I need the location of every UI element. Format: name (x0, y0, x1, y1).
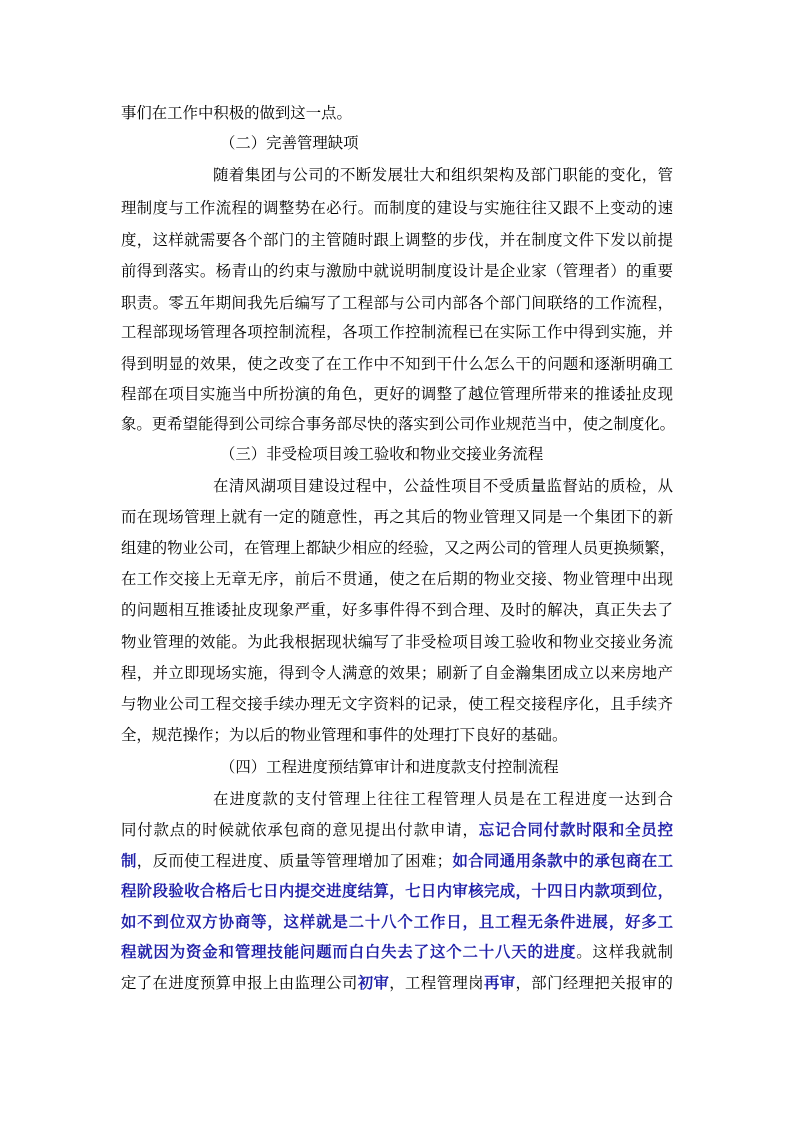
section-heading-3: （三）非受检项目竣工验收和物业交接业务流程 (220, 445, 544, 463)
paragraph-line: 象。更希望能得到公司综合事务部尽快的落实到公司作业规范当中，使之制度化。 (121, 415, 676, 433)
paragraph-line: 在进度款的支付管理上往往工程管理人员是在工程进度一达到合 (213, 790, 673, 808)
emphasis-text: 如合同通用条款中的承包商在工 (452, 852, 673, 870)
emphasis-text: 忘记合同付款时限和全员控 (478, 821, 673, 839)
paragraph-line: 工程部现场管理各项控制流程，各项工作控制流程已在实际工作中得到实施，并 (121, 323, 673, 341)
paragraph-line: 程部在项目实施当中所扮演的角色，更好的调整了越位管理所带来的推诿扯皮现 (121, 385, 673, 403)
emphasis-text: 再审 (483, 974, 516, 992)
paragraph-line: 前得到落实。杨青山的约束与激励中就说明制度设计是企业家（管理者）的重要 (121, 262, 673, 280)
paragraph-line: 的问题相互推诿扯皮现象严重，好多事件得不到合理、及时的解决，真正失去了 (121, 601, 673, 619)
text-run: 同付款点的时候就依承包商的意见提出付款申请， (121, 821, 479, 839)
paragraph-line: 理制度与工作流程的调整势在必行。而制度的建设与实施往往又跟不上变动的速 (121, 199, 673, 217)
paragraph-line: 而在现场管理上就有一定的随意性，再之其后的物业管理又同是一个集团下的新 (121, 508, 673, 526)
paragraph-line (121, 937, 673, 967)
text-run: ，反而使工程进度、质量等管理增加了困难； (136, 852, 453, 870)
paragraph-line (121, 968, 673, 998)
paragraph-line (121, 846, 673, 876)
text-run: ，工程管理岗 (389, 974, 484, 992)
section-heading-2: （二）完善管理缺项 (220, 134, 359, 152)
emphasis-line: 程阶段验收合格后七日内提交进度结算，七日内审核完成，十四日内款项到位， (121, 882, 673, 900)
paragraph-line: 物业管理的效能。为此我根据现状编写了非受检项目竣工验收和物业交接业务流 (121, 633, 673, 651)
paragraph-line: 在清风湖项目建设过程中，公益性项目不受质量监督站的质检，从 (213, 477, 673, 495)
emphasis-text: 制 (121, 852, 137, 870)
emphasis-text: 程就因为资金和管理技能问题而白白失去了这个二十八天的进度 (121, 943, 577, 961)
paragraph-line: 与物业公司工程交接手续办理无文字资料的记录，使工程交接程序化，且手续齐 (121, 695, 673, 713)
continuation-line: 事们在工作中积极的做到这一点。 (121, 104, 352, 122)
paragraph-line (121, 815, 673, 845)
text-run: 定了在进度预算申报上由监理公司 (121, 974, 358, 992)
paragraph-line: 程，并立即现场实施，得到令人满意的效果；刷新了自金瀚集团成立以来房地产 (121, 664, 673, 682)
paragraph-line: 度，这样就需要各个部门的主管随时跟上调整的步伐，并在制度文件下发以前提 (121, 231, 673, 249)
paragraph-line: 得到明显的效果，使之改变了在工作中不知到干什么怎么干的问题和逐渐明确工 (121, 355, 673, 373)
paragraph-line: 职责。零五年期间我先后编写了工程部与公司内部各个部门间联络的工作流程， (121, 294, 673, 312)
paragraph-line: 随着集团与公司的不断发展壮大和组织架构及部门职能的变化，管 (213, 166, 673, 184)
text-run: ，部门经理把关报审的 (515, 974, 673, 992)
paragraph-line: 组建的物业公司，在管理上都缺少相应的经验，又之两公司的管理人员更换频繁， (121, 539, 676, 557)
emphasis-line: 如不到位双方协商等，这样就是二十八个工作日，且工程无条件进展，好多工 (121, 913, 673, 931)
paragraph-line: 全，规范操作；为以后的物业管理和事件的处理打下良好的基础。 (121, 726, 568, 744)
section-heading-4: （四）工程进度预结算审计和进度款支付控制流程 (220, 758, 559, 776)
paragraph-line: 在工作交接上无章无序，前后不贯通，使之在后期的物业交接、物业管理中出现 (121, 570, 673, 588)
emphasis-text: 初审 (357, 974, 390, 992)
text-run: 。这样我就制 (576, 943, 673, 961)
